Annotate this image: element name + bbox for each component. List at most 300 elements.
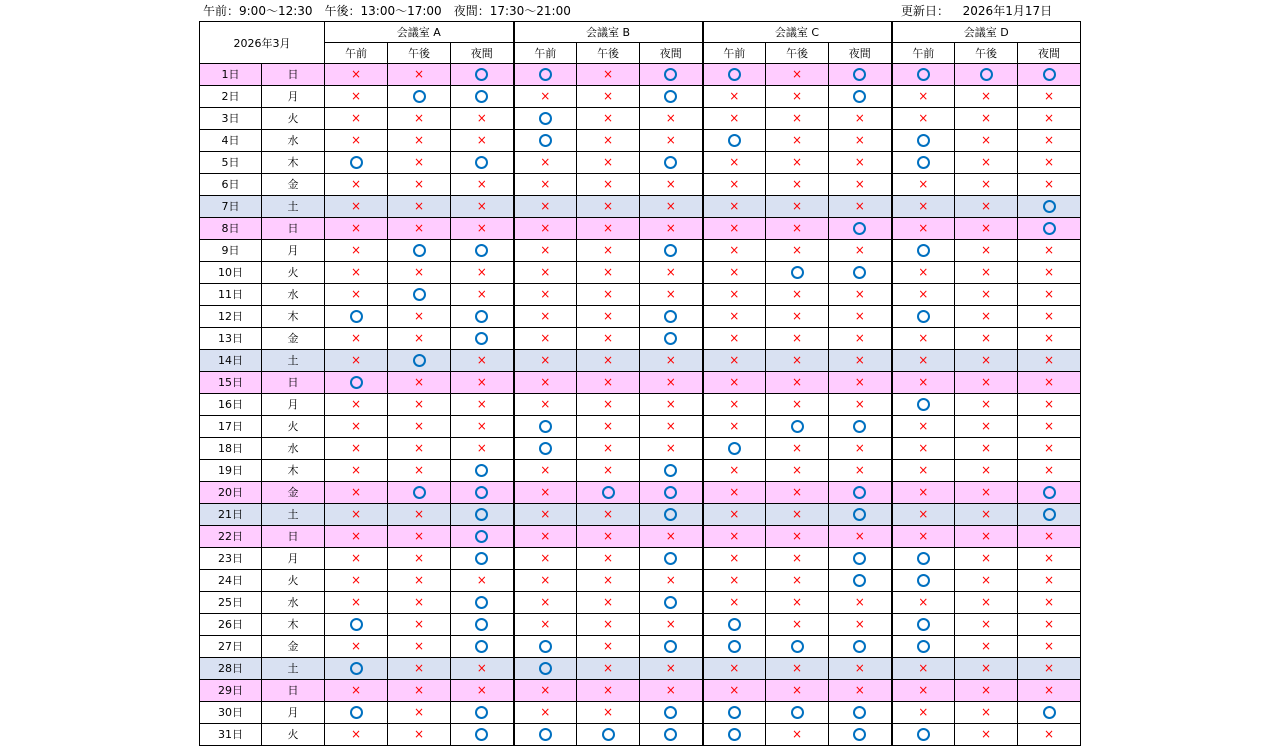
unavailable-cross-icon: ×	[854, 287, 865, 301]
unavailable-cell	[514, 614, 577, 636]
unavailable-cross-icon: ×	[540, 155, 551, 169]
unavailable-cross-icon: ×	[980, 617, 992, 631]
unavailable-cross-icon: ×	[413, 683, 425, 697]
unavailable-cell	[514, 526, 577, 548]
unavailable-cell	[325, 636, 388, 658]
available-circle-icon	[664, 464, 677, 477]
unavailable-cross-icon: ×	[413, 331, 425, 345]
table-row	[200, 570, 1081, 592]
unavailable-cell	[514, 196, 577, 218]
unavailable-cell	[766, 614, 829, 636]
weekday-cell: 火	[262, 570, 325, 592]
table-row	[200, 350, 1081, 372]
available-cell	[829, 702, 892, 724]
unavailable-cell	[577, 306, 640, 328]
unavailable-cross-icon: ×	[413, 155, 425, 169]
unavailable-cross-icon: ×	[1043, 727, 1055, 741]
unavailable-cross-icon: ×	[980, 243, 992, 257]
unavailable-cross-icon: ×	[980, 309, 992, 323]
unavailable-cell	[1018, 174, 1081, 196]
unavailable-cross-icon: ×	[602, 661, 614, 675]
day-cell: 5日	[200, 152, 262, 174]
unavailable-cell	[1018, 680, 1081, 702]
day-cell: 18日	[200, 438, 262, 460]
available-cell	[577, 482, 640, 504]
day-cell: 24日	[200, 570, 262, 592]
unavailable-cross-icon: ×	[980, 683, 992, 697]
available-cell	[1018, 64, 1081, 86]
day-cell: 16日	[200, 394, 262, 416]
unavailable-cell	[1018, 394, 1081, 416]
unavailable-cell	[955, 240, 1018, 262]
available-cell	[640, 724, 703, 746]
unavailable-cell	[766, 174, 829, 196]
available-circle-icon	[475, 332, 488, 345]
unavailable-cross-icon: ×	[791, 397, 803, 411]
unavailable-cell	[388, 548, 451, 570]
available-cell	[1018, 196, 1081, 218]
unavailable-cell	[892, 284, 955, 306]
unavailable-cell	[325, 680, 388, 702]
unavailable-cell	[955, 328, 1018, 350]
available-circle-icon	[664, 68, 677, 81]
unavailable-cross-icon: ×	[476, 441, 487, 455]
unavailable-cell	[514, 240, 577, 262]
unavailable-cell	[766, 460, 829, 482]
available-cell	[325, 702, 388, 724]
unavailable-cell	[766, 680, 829, 702]
unavailable-cell	[451, 130, 514, 152]
unavailable-cross-icon: ×	[1043, 529, 1055, 543]
unavailable-cross-icon: ×	[791, 507, 803, 521]
unavailable-cell	[892, 504, 955, 526]
unavailable-cell	[514, 460, 577, 482]
table-row	[200, 636, 1081, 658]
unavailable-cell	[325, 438, 388, 460]
table-row	[200, 504, 1081, 526]
unavailable-cell	[703, 460, 766, 482]
weekday-cell: 月	[262, 394, 325, 416]
weekday-cell: 月	[262, 548, 325, 570]
unavailable-cross-icon: ×	[729, 419, 740, 433]
day-cell: 22日	[200, 526, 262, 548]
available-circle-icon	[853, 266, 866, 279]
available-circle-icon	[475, 464, 488, 477]
unavailable-cross-icon: ×	[854, 155, 865, 169]
unavailable-cross-icon: ×	[413, 617, 425, 631]
unavailable-cross-icon: ×	[729, 661, 740, 675]
available-circle-icon	[664, 552, 677, 565]
unavailable-cross-icon: ×	[918, 353, 929, 367]
unavailable-cross-icon: ×	[350, 573, 362, 587]
unavailable-cell	[766, 350, 829, 372]
unavailable-cell	[955, 658, 1018, 680]
unavailable-cell	[577, 328, 640, 350]
unavailable-cross-icon: ×	[540, 573, 551, 587]
unavailable-cross-icon: ×	[980, 529, 992, 543]
table-row	[200, 548, 1081, 570]
unavailable-cell	[514, 680, 577, 702]
table-row	[200, 460, 1081, 482]
weekday-cell: 金	[262, 482, 325, 504]
slot-header: 午後	[577, 43, 640, 64]
unavailable-cross-icon: ×	[413, 67, 425, 81]
unavailable-cell	[955, 724, 1018, 746]
unavailable-cross-icon: ×	[918, 595, 929, 609]
day-cell: 6日	[200, 174, 262, 196]
unavailable-cell	[829, 460, 892, 482]
unavailable-cross-icon: ×	[791, 155, 803, 169]
table-row	[200, 284, 1081, 306]
unavailable-cross-icon: ×	[665, 529, 676, 543]
available-circle-icon	[664, 596, 677, 609]
unavailable-cell	[388, 614, 451, 636]
unavailable-cell	[1018, 350, 1081, 372]
unavailable-cell	[892, 680, 955, 702]
unavailable-cell	[703, 306, 766, 328]
available-circle-icon	[539, 420, 552, 433]
slot-header: 夜間	[451, 43, 514, 64]
weekday-cell: 火	[262, 108, 325, 130]
available-circle-icon	[475, 618, 488, 631]
unavailable-cell	[703, 328, 766, 350]
available-circle-icon	[791, 266, 804, 279]
unavailable-cell	[829, 174, 892, 196]
available-cell	[514, 658, 577, 680]
unavailable-cross-icon: ×	[476, 111, 487, 125]
available-circle-icon	[853, 222, 866, 235]
unavailable-cross-icon: ×	[729, 529, 740, 543]
unavailable-cross-icon: ×	[476, 683, 487, 697]
unavailable-cross-icon: ×	[413, 573, 425, 587]
available-circle-icon	[853, 420, 866, 433]
slot-header: 午後	[388, 43, 451, 64]
table-row	[200, 372, 1081, 394]
unavailable-cross-icon: ×	[602, 353, 614, 367]
unavailable-cell	[388, 526, 451, 548]
available-cell	[451, 64, 514, 86]
unavailable-cross-icon: ×	[918, 441, 929, 455]
available-cell	[451, 592, 514, 614]
available-circle-icon	[350, 156, 363, 169]
unavailable-cross-icon: ×	[918, 683, 929, 697]
unavailable-cell	[388, 680, 451, 702]
unavailable-cross-icon: ×	[540, 309, 551, 323]
unavailable-cell	[388, 108, 451, 130]
day-cell: 13日	[200, 328, 262, 350]
available-cell	[451, 702, 514, 724]
table-row	[200, 306, 1081, 328]
unavailable-cell	[703, 86, 766, 108]
unavailable-cell	[829, 284, 892, 306]
unavailable-cell	[955, 86, 1018, 108]
unavailable-cross-icon: ×	[540, 683, 551, 697]
available-circle-icon	[917, 618, 930, 631]
unavailable-cross-icon: ×	[980, 727, 992, 741]
unavailable-cell	[640, 680, 703, 702]
unavailable-cell	[703, 592, 766, 614]
available-circle-icon	[475, 310, 488, 323]
unavailable-cross-icon: ×	[1043, 243, 1055, 257]
unavailable-cross-icon: ×	[413, 309, 425, 323]
available-cell	[829, 504, 892, 526]
unavailable-cell	[703, 108, 766, 130]
unavailable-cell	[388, 174, 451, 196]
unavailable-cross-icon: ×	[1043, 111, 1055, 125]
unavailable-cell	[703, 504, 766, 526]
unavailable-cross-icon: ×	[350, 529, 362, 543]
unavailable-cell	[451, 262, 514, 284]
unavailable-cell	[325, 86, 388, 108]
available-cell	[892, 130, 955, 152]
unavailable-cross-icon: ×	[540, 485, 551, 499]
unavailable-cross-icon: ×	[413, 199, 425, 213]
day-cell: 1日	[200, 64, 262, 86]
unavailable-cross-icon: ×	[1043, 331, 1055, 345]
available-cell	[703, 438, 766, 460]
unavailable-cell	[766, 284, 829, 306]
weekday-cell: 土	[262, 658, 325, 680]
unavailable-cell	[514, 482, 577, 504]
unavailable-cell	[577, 460, 640, 482]
unavailable-cross-icon: ×	[918, 287, 929, 301]
unavailable-cross-icon: ×	[980, 573, 992, 587]
updated-label: 更新日：	[901, 4, 944, 18]
available-circle-icon	[664, 310, 677, 323]
room-header: 会議室 B	[514, 22, 703, 43]
unavailable-cell	[703, 218, 766, 240]
table-row	[200, 174, 1081, 196]
unavailable-cell	[514, 152, 577, 174]
unavailable-cell	[325, 64, 388, 86]
unavailable-cross-icon: ×	[665, 397, 676, 411]
weekday-cell: 土	[262, 350, 325, 372]
unavailable-cell	[577, 526, 640, 548]
unavailable-cross-icon: ×	[1043, 419, 1055, 433]
available-cell	[829, 86, 892, 108]
unavailable-cross-icon: ×	[729, 397, 740, 411]
unavailable-cell	[325, 196, 388, 218]
unavailable-cell	[577, 658, 640, 680]
available-circle-icon	[917, 134, 930, 147]
available-circle-icon	[475, 640, 488, 653]
available-cell	[388, 350, 451, 372]
available-circle-icon	[539, 134, 552, 147]
available-circle-icon	[539, 640, 552, 653]
unavailable-cell	[577, 284, 640, 306]
unavailable-cross-icon: ×	[350, 595, 362, 609]
unavailable-cell	[325, 482, 388, 504]
day-cell: 11日	[200, 284, 262, 306]
unavailable-cross-icon: ×	[729, 463, 740, 477]
unavailable-cell	[640, 372, 703, 394]
unavailable-cell	[640, 416, 703, 438]
available-circle-icon	[475, 552, 488, 565]
table-row	[200, 614, 1081, 636]
unavailable-cross-icon: ×	[791, 617, 803, 631]
unavailable-cross-icon: ×	[854, 595, 865, 609]
unavailable-cross-icon: ×	[980, 419, 992, 433]
available-circle-icon	[853, 486, 866, 499]
unavailable-cell	[1018, 614, 1081, 636]
unavailable-cross-icon: ×	[665, 221, 676, 235]
unavailable-cross-icon: ×	[1043, 573, 1055, 587]
table-row	[200, 130, 1081, 152]
day-cell: 30日	[200, 702, 262, 724]
unavailable-cell	[514, 504, 577, 526]
unavailable-cell	[1018, 460, 1081, 482]
unavailable-cross-icon: ×	[476, 133, 487, 147]
day-cell: 14日	[200, 350, 262, 372]
day-cell: 2日	[200, 86, 262, 108]
unavailable-cell	[577, 240, 640, 262]
available-cell	[640, 328, 703, 350]
unavailable-cell	[1018, 86, 1081, 108]
unavailable-cell	[892, 350, 955, 372]
unavailable-cell	[766, 218, 829, 240]
available-circle-icon	[350, 310, 363, 323]
available-circle-icon	[664, 486, 677, 499]
unavailable-cross-icon: ×	[918, 375, 929, 389]
unavailable-cross-icon: ×	[602, 67, 614, 81]
room-header: 会議室 C	[703, 22, 892, 43]
available-circle-icon	[664, 706, 677, 719]
unavailable-cell	[1018, 526, 1081, 548]
available-circle-icon	[413, 90, 426, 103]
unavailable-cell	[766, 372, 829, 394]
day-cell: 26日	[200, 614, 262, 636]
unavailable-cross-icon: ×	[918, 705, 929, 719]
unavailable-cross-icon: ×	[540, 331, 551, 345]
unavailable-cell	[640, 350, 703, 372]
day-cell: 4日	[200, 130, 262, 152]
unavailable-cell	[577, 174, 640, 196]
unavailable-cell	[388, 460, 451, 482]
unavailable-cell	[1018, 416, 1081, 438]
table-row	[200, 328, 1081, 350]
unavailable-cross-icon: ×	[350, 441, 362, 455]
table-row	[200, 526, 1081, 548]
available-circle-icon	[853, 68, 866, 81]
unavailable-cell	[514, 306, 577, 328]
available-cell	[892, 570, 955, 592]
unavailable-cross-icon: ×	[791, 331, 803, 345]
available-cell	[640, 240, 703, 262]
unavailable-cell	[325, 218, 388, 240]
unavailable-cell	[892, 416, 955, 438]
unavailable-cross-icon: ×	[665, 265, 676, 279]
unavailable-cell	[640, 526, 703, 548]
unavailable-cross-icon: ×	[350, 243, 362, 257]
unavailable-cross-icon: ×	[540, 353, 551, 367]
unavailable-cell	[955, 372, 1018, 394]
available-cell	[829, 548, 892, 570]
unavailable-cell	[388, 130, 451, 152]
slot-header: 午後	[955, 43, 1018, 64]
available-circle-icon	[475, 244, 488, 257]
unavailable-cell	[766, 196, 829, 218]
unavailable-cross-icon: ×	[665, 419, 676, 433]
unavailable-cell	[829, 372, 892, 394]
unavailable-cell	[451, 196, 514, 218]
unavailable-cell	[892, 658, 955, 680]
unavailable-cell	[955, 174, 1018, 196]
unavailable-cell	[388, 438, 451, 460]
unavailable-cell	[451, 438, 514, 460]
slot-header: 午前	[703, 43, 766, 64]
available-cell	[640, 152, 703, 174]
unavailable-cross-icon: ×	[540, 243, 551, 257]
unavailable-cell	[829, 658, 892, 680]
available-cell	[451, 526, 514, 548]
unavailable-cross-icon: ×	[918, 529, 929, 543]
unavailable-cross-icon: ×	[602, 551, 614, 565]
unavailable-cross-icon: ×	[540, 265, 551, 279]
table-row	[200, 658, 1081, 680]
unavailable-cross-icon: ×	[854, 133, 865, 147]
unavailable-cross-icon: ×	[918, 199, 929, 213]
unavailable-cell	[325, 592, 388, 614]
unavailable-cell	[766, 108, 829, 130]
unavailable-cell	[577, 592, 640, 614]
unavailable-cell	[577, 130, 640, 152]
unavailable-cross-icon: ×	[729, 353, 740, 367]
unavailable-cell	[703, 570, 766, 592]
unavailable-cross-icon: ×	[602, 243, 614, 257]
unavailable-cross-icon: ×	[980, 331, 992, 345]
available-cell	[451, 636, 514, 658]
unavailable-cross-icon: ×	[350, 727, 362, 741]
available-circle-icon	[853, 706, 866, 719]
unavailable-cross-icon: ×	[350, 287, 362, 301]
unavailable-cross-icon: ×	[602, 133, 614, 147]
unavailable-cell	[829, 196, 892, 218]
available-circle-icon	[917, 728, 930, 741]
table-row	[200, 64, 1081, 86]
unavailable-cross-icon: ×	[854, 243, 865, 257]
unavailable-cross-icon: ×	[980, 595, 992, 609]
available-cell	[451, 306, 514, 328]
available-cell	[892, 64, 955, 86]
unavailable-cross-icon: ×	[350, 507, 362, 521]
unavailable-cross-icon: ×	[854, 111, 865, 125]
unavailable-cell	[703, 526, 766, 548]
available-circle-icon	[602, 728, 615, 741]
available-cell	[829, 262, 892, 284]
unavailable-cross-icon: ×	[791, 89, 803, 103]
unavailable-cell	[892, 702, 955, 724]
available-circle-icon	[1043, 68, 1056, 81]
available-cell	[640, 702, 703, 724]
unavailable-cell	[640, 614, 703, 636]
available-circle-icon	[475, 156, 488, 169]
available-cell	[1018, 218, 1081, 240]
unavailable-cell	[577, 108, 640, 130]
table-row	[200, 86, 1081, 108]
available-cell	[766, 416, 829, 438]
unavailable-cell	[955, 152, 1018, 174]
unavailable-cross-icon: ×	[854, 177, 865, 191]
unavailable-cross-icon: ×	[1043, 551, 1055, 565]
unavailable-cell	[955, 130, 1018, 152]
unavailable-cross-icon: ×	[980, 133, 992, 147]
unavailable-cell	[1018, 636, 1081, 658]
unavailable-cell	[1018, 306, 1081, 328]
room-header: 会議室 D	[892, 22, 1081, 43]
unavailable-cross-icon: ×	[791, 309, 803, 323]
unavailable-cell	[829, 306, 892, 328]
unavailable-cross-icon: ×	[791, 727, 803, 741]
